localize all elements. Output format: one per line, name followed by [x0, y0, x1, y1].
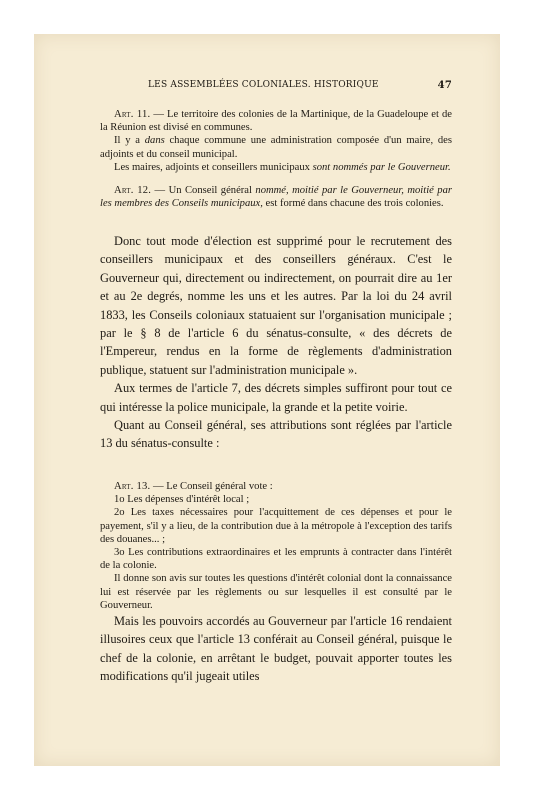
art13-closing: Il donne son avis sur toutes les questions d'intérêt colonial dont la connaissance lui est réservée par les règlements ou sur lesquelles il est consulté par le Gouverneur. [100, 573, 452, 611]
article-12 [100, 184, 452, 210]
art11-label: Art. 11. [114, 109, 151, 120]
art12-text: Art. 12. — Un Conseil général nommé, moitié par le Gouverneur, moitié par les membres des Conseils municipaux, est formé dans chacune des trois colonies. [100, 185, 452, 210]
body1-para2: Aux termes de l'article 7, des décrets simples suffiront pour tout ce qui intéresse la police municipale, la grande et la petite voirie. [100, 381, 452, 414]
art11-para3: Les maires, adjoints et conseillers municipaux sont nommés par le Gouverneur. [114, 161, 451, 173]
art11-para1: Art. 11. — Le territoire des colonies de la Martinique, de la Guadeloupe et de la Réunion est divisé en communes. [100, 109, 452, 134]
body2-para1: Mais les pouvoirs accordés au Gouverneur par l'article 16 rendaient illusoires ceux que l'article 13 conférait au Conseil général, puisque le chef de la colonie, en arrêtant le budget, pouvait apporter toutes les modifications qu'il jugeait utiles [100, 614, 452, 684]
body-text-1 [100, 232, 452, 453]
art12-label: Art. 12. [114, 185, 152, 196]
book-page [34, 34, 500, 766]
article-11 [100, 108, 452, 174]
art13-intro: Art. 13. — Le Conseil général vote : [114, 481, 273, 492]
art11-para2: Il y a dans chaque commune une administration composée d'un maire, des adjoints et du conseil municipal. [100, 135, 453, 160]
body1-para3: Quant au Conseil général, ses attributions sont réglées par l'article 13 du sénatus-consulte : [100, 418, 452, 451]
art13-label: Art. 13. [114, 481, 151, 492]
body-text-2 [100, 612, 452, 686]
running-header [100, 80, 452, 94]
art13-item3: 3o Les contributions extraordinaires et les emprunts à contracter dans l'intérêt de la colonie. [100, 547, 452, 572]
page-number: 47 [437, 80, 452, 91]
article-13 [100, 480, 452, 612]
art13-item1: 1o Les dépenses d'intérêt local ; [114, 494, 250, 506]
running-title: LES ASSEMBLÉES COLONIALES. HISTORIQUE [148, 80, 379, 90]
body1-para1: Donc tout mode d'élection est supprimé pour le recrutement des conseillers municipaux et des conseillers généraux. C'est le Gouverneur qui, directement ou indirectement, on pourrait dire au 1er et au 2e degrés, nomme les uns et les autres. Par la loi du 24 avril 1833, les Conseils coloniaux statuaient sur l'organisation municipale ; par le § 8 de l'article 6 du sénatus-consulte, « des décrets de l'Empereur, rendus en la forme de règlements d'administration publique, statuent sur l'administration municipale ». [100, 234, 452, 377]
art13-item2: 2o Les taxes nécessaires pour l'acquittement de ces dépenses et pour le payement, s'il y a lieu, de la contribution due à la métropole à l'exception des tarifs des douanes... ; [100, 507, 452, 545]
